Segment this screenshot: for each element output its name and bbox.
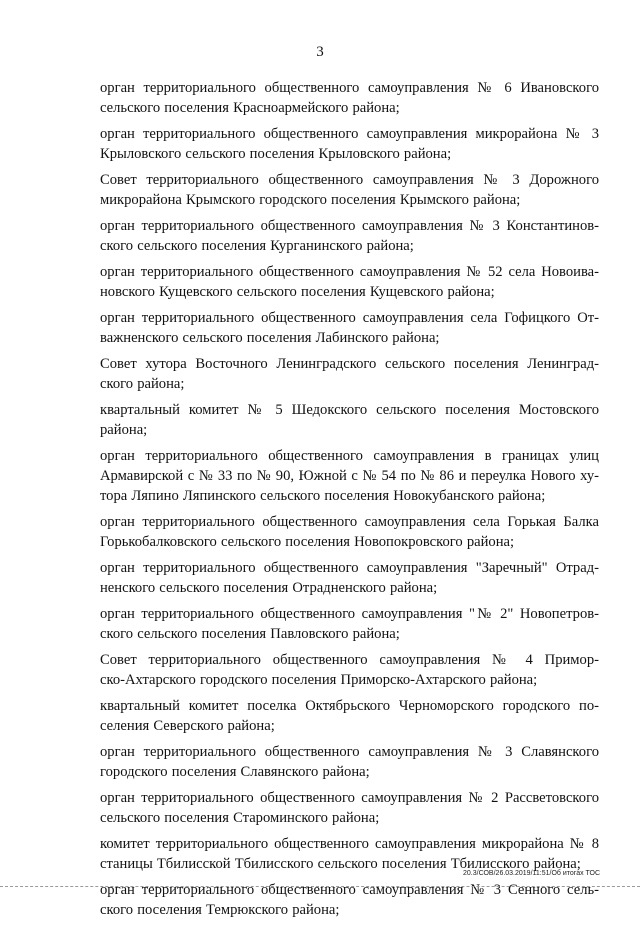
- list-item-line: орган территориального общественного самоуправления микрорайона № 3: [100, 126, 599, 142]
- list-item: [100, 696, 599, 736]
- list-item-line: орган территориального общественного самоуправления № 2 Рассветовского: [100, 790, 599, 806]
- bottom-rule: [0, 886, 640, 887]
- list-item: [100, 308, 599, 348]
- list-item-line: Армавирской с № 33 по № 90, Южной с № 54 по № 86 и переулка Нового ху-: [100, 468, 599, 484]
- list-item: [100, 512, 599, 552]
- list-item-line: орган территориального общественного самоуправления "№ 2" Новопетров-: [100, 606, 599, 622]
- list-item: [100, 400, 599, 440]
- document-body: [100, 78, 599, 926]
- list-item-line: Горькобалковского сельского поселения Новопокровского района;: [100, 534, 515, 550]
- list-item-line: района;: [100, 422, 148, 438]
- list-item: [100, 788, 599, 828]
- list-item-line: орган территориального общественного самоуправления "Заречный" Отрад-: [100, 560, 599, 576]
- list-item-line: квартальный комитет поселка Октябрьского Черноморского городского по-: [100, 698, 599, 714]
- list-item-line: Совет хутора Восточного Ленинградского сельского поселения Ленинград-: [100, 356, 599, 372]
- list-item-line: орган территориального общественного самоуправления № 52 села Новоива-: [100, 264, 599, 280]
- list-item-line: микрорайона Крымского городского поселения Крымского района;: [100, 192, 521, 208]
- list-item-line: комитет территориального общественного самоуправления микрорайона № 8: [100, 836, 599, 852]
- list-item-line: ненского сельского поселения Отрадненского района;: [100, 580, 438, 596]
- list-item-line: ско-Ахтарского городского поселения Приморско-Ахтарского района;: [100, 672, 538, 688]
- list-item-line: ского сельского поселения Павловского района;: [100, 626, 400, 642]
- list-item-line: станицы Тбилисской Тбилисского сельского поселения Тбилисского района;: [100, 856, 581, 872]
- list-item-line: ского поселения Темрюкского района;: [100, 902, 340, 918]
- page-number: 3: [316, 44, 324, 60]
- list-item: [100, 170, 599, 210]
- list-item-line: селения Северского района;: [100, 718, 275, 734]
- list-item-line: сельского поселения Староминского района;: [100, 810, 380, 826]
- list-item-line: орган территориального общественного самоуправления № 6 Ивановского: [100, 80, 599, 96]
- list-item-line: орган территориального общественного самоуправления села Гофицкого От-: [100, 310, 599, 326]
- list-item-line: ского района;: [100, 376, 185, 392]
- list-item: [100, 124, 599, 164]
- list-item-line: орган территориального общественного самоуправления села Горькая Балка: [100, 514, 599, 530]
- list-item-line: новского Кущевского сельского поселения Кущевского района;: [100, 284, 495, 300]
- list-item-line: Совет территориального общественного самоуправления № 4 Примор-: [100, 652, 599, 668]
- list-item: [100, 650, 599, 690]
- list-item-line: орган территориального общественного самоуправления № 3 Славянского: [100, 744, 599, 760]
- list-item-line: сельского поселения Красноармейского района;: [100, 100, 400, 116]
- list-item-line: орган территориального общественного самоуправления № 3 Сенного сель-: [100, 882, 599, 898]
- list-item-line: ского сельского поселения Курганинского района;: [100, 238, 414, 254]
- list-item: [100, 604, 599, 644]
- list-item: [100, 216, 599, 256]
- list-item: [100, 262, 599, 302]
- list-item-line: орган территориального общественного самоуправления № 3 Константинов-: [100, 218, 599, 234]
- list-item: [100, 558, 599, 598]
- list-item: [100, 742, 599, 782]
- list-item: [100, 78, 599, 118]
- list-item-line: орган территориального общественного самоуправления в границах улиц: [100, 448, 599, 464]
- list-item: [100, 446, 599, 506]
- list-item-line: городского поселения Славянского района;: [100, 764, 370, 780]
- list-item: [100, 834, 599, 874]
- list-item: [100, 354, 599, 394]
- document-footer-code: 20.3/СОВ/26.03.2019/11:51/Об итогах ТОС: [463, 870, 600, 877]
- list-item-line: Совет территориального общественного самоуправления № 3 Дорожного: [100, 172, 599, 188]
- list-item-line: квартальный комитет № 5 Шедокского сельского поселения Мостовского: [100, 402, 599, 418]
- list-item-line: важненского сельского поселения Лабинского района;: [100, 330, 440, 346]
- list-item-line: тора Ляпино Ляпинского сельского поселения Новокубанского района;: [100, 488, 546, 504]
- list-item-line: Крыловского сельского поселения Крыловского района;: [100, 146, 452, 162]
